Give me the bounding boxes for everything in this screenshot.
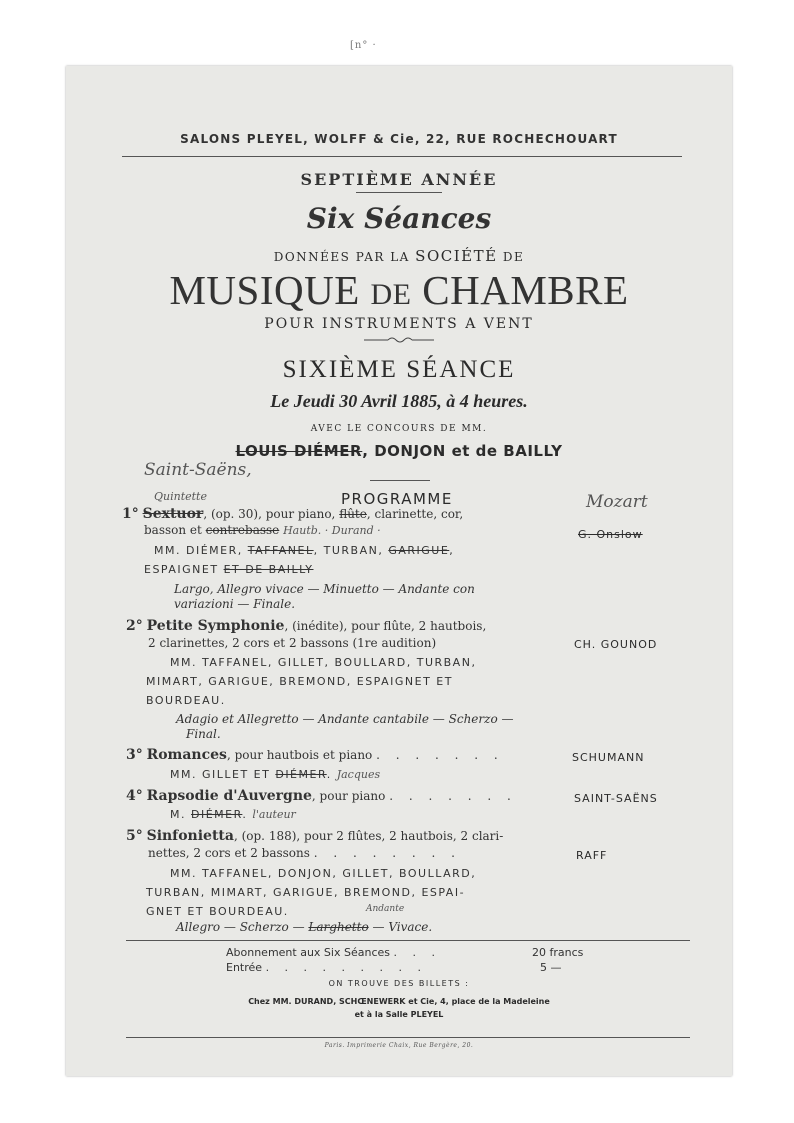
item1-players-a: MM. DIÉMER,: [154, 544, 243, 557]
item2-movements-2: Final.: [186, 727, 221, 741]
footer-rule-bottom: [126, 1037, 690, 1038]
entry-dots: . . . . . . . . .: [265, 961, 428, 974]
item1-line2-a: basson et: [144, 523, 202, 537]
entry-line: [226, 961, 427, 974]
series-title: Six Séances: [306, 202, 492, 235]
item4-line1: [126, 788, 517, 804]
item2-players-2: MIMART, GARIGUE, BREMOND, ESPAIGNET ET: [146, 675, 453, 688]
item1-line2: [144, 523, 381, 537]
item4-players: [170, 808, 296, 821]
header-rule: [122, 156, 682, 157]
handwritten-substitute: Saint-Saëns,: [144, 460, 252, 480]
item2-work: Petite Symphonie: [146, 618, 285, 634]
item3-line1-rest: , pour hautbois et piano: [226, 748, 373, 762]
item1-line2-struck: contrebasse: [205, 523, 280, 537]
item4-work: Rapsodie d'Auvergne: [146, 788, 312, 804]
item4-composer: SAINT-SAËNS: [574, 792, 658, 805]
item4-players-a: M.: [170, 808, 186, 821]
programme-sheet: [66, 66, 732, 1076]
item3-players: [170, 768, 380, 781]
item5-movements-a: Allegro — Scherzo —: [176, 920, 305, 934]
edition-title: SEPTIÈME ANNÉE: [300, 170, 498, 189]
item3-composer: SCHUMANN: [572, 751, 645, 764]
top-mark: [n° ·: [350, 40, 377, 51]
artists-line: [66, 442, 732, 460]
item1-line1-struck: flûte: [339, 507, 367, 521]
item2-line1-rest: , (inédite), pour flûte, 2 hautbois,: [284, 619, 487, 633]
item5-line1-rest: , (op. 188), pour 2 flûtes, 2 hautbois, 2 clari-: [233, 829, 504, 843]
seance-title: SIXIÈME SÉANCE: [282, 356, 516, 383]
item4-players-end: .: [242, 808, 248, 821]
entry-price: 5 —: [540, 961, 562, 974]
tickets-line2: et à la Salle PLEYEL: [354, 1010, 444, 1019]
item1-movements-2: variazioni — Finale.: [174, 597, 296, 611]
item1-players2-a: ESPAIGNET: [144, 563, 219, 576]
item3-work: Romances: [146, 747, 227, 763]
item5-composer: RAFF: [576, 849, 608, 862]
item2-number: 2°: [126, 618, 143, 634]
item5-movements-struck: Larghetto: [308, 920, 369, 934]
item1-players: [154, 544, 454, 557]
item4-players-struck: DIÉMER: [191, 808, 243, 821]
item1-line1-end: , clarinette, cor,: [366, 507, 464, 521]
item5-players-2: TURBAN, MIMART, GARIGUE, BREMOND, ESPAI-: [146, 886, 466, 899]
item3-players-struck: DIÉMER: [275, 768, 327, 781]
venue-header: SALONS PLEYEL, WOLFF & Cie, 22, RUE ROCHECHOUART: [180, 132, 618, 146]
item5-line2: [148, 846, 461, 860]
printer-line: Paris. Imprimerie Chaix, Rue Bergère, 20.: [324, 1042, 474, 1049]
given-prefix: DONNÉES PAR LA: [273, 250, 410, 264]
item5-line2-text: nettes, 2 cors et 2 bassons: [148, 846, 310, 860]
item1-movements-1: Largo, Allegro vivace — Minuetto — Andante con: [174, 582, 475, 596]
main-title: [66, 266, 732, 314]
item1-composer-hand: Mozart: [586, 492, 648, 512]
main-title-part1: MUSIQUE: [169, 267, 360, 313]
given-society: SOCIÉTÉ: [415, 247, 498, 265]
item2-composer: CH. GOUNOD: [574, 638, 658, 651]
item1-line1: [122, 506, 463, 522]
instruments-line: POUR INSTRUMENTS A VENT: [264, 316, 534, 332]
subscription-dots: . . .: [393, 946, 441, 959]
tickets-line1: Chez MM. DURAND, SCHŒNEWERK et Cie, 4, place de la Madeleine: [248, 997, 550, 1006]
item2-movements-1: Adagio et Allegretto — Andante cantabile — Scherzo —: [176, 712, 514, 726]
item1-work-struck: Sextuor: [142, 506, 204, 522]
entry-label: Entrée: [226, 961, 263, 974]
item1-hand-above: Quintette: [154, 490, 207, 503]
item5-work: Sinfonietta: [146, 828, 234, 844]
item1-players-struck1: TAFFANEL: [247, 544, 314, 557]
item1-players2: [144, 563, 313, 576]
concert-date: Le Jeudi 30 Avril 1885, à 4 heures.: [270, 391, 528, 411]
item3-number: 3°: [126, 747, 143, 763]
item2-line1: [126, 618, 486, 634]
item3-players-hand: Jacques: [336, 768, 381, 781]
item3-line1: [126, 747, 504, 763]
subscription-price: 20 francs: [532, 946, 584, 959]
concours-line: AVEC LE CONCOURS DE MM.: [310, 424, 488, 434]
item1-number: 1°: [122, 506, 139, 522]
item4-line1-rest: , pour piano: [311, 789, 386, 803]
item5-players-1: MM. TAFFANEL, DONJON, GILLET, BOULLARD,: [170, 867, 477, 880]
item1-composer-struck: G. Onslow: [578, 528, 643, 541]
item1-players-b: , TURBAN,: [313, 544, 384, 557]
item1-players-c: ,: [449, 544, 455, 557]
item4-players-hand: l'auteur: [252, 808, 296, 821]
item5-movements: [176, 920, 432, 934]
item5-number: 5°: [126, 828, 143, 844]
subscription-line: [226, 946, 441, 959]
ornament-divider-icon: [364, 336, 434, 344]
item3-dots: . . . . . . .: [376, 748, 504, 762]
subscription-label: Abonnement aux Six Séances: [226, 946, 390, 959]
item1-players-struck2: GARIGUE: [388, 544, 450, 557]
item1-players2-struck: ET DE BAILLY: [223, 563, 314, 576]
item2-players-1: MM. TAFFANEL, GILLET, BOULLARD, TURBAN,: [170, 656, 477, 669]
edition-rule: [356, 192, 442, 193]
item5-players-3: GNET ET BOURDEAU.: [146, 905, 289, 918]
given-suffix: DE: [502, 250, 525, 264]
artists-rest: , DONJON et de BAILLY: [362, 442, 563, 460]
item4-number: 4°: [126, 788, 143, 804]
item3-players-a: MM. GILLET ET: [170, 768, 271, 781]
item5-players-hand: Andante: [366, 904, 405, 914]
footer-rule-top: [126, 940, 690, 941]
item4-dots: . . . . . . .: [389, 789, 517, 803]
item3-players-end: .: [326, 768, 332, 781]
item1-line1-rest: , (op. 30), pour piano,: [203, 507, 336, 521]
main-title-part2: CHAMBRE: [422, 267, 629, 313]
artists-rule: [370, 480, 430, 481]
item5-movements-b: — Vivace.: [372, 920, 433, 934]
main-title-de: DE: [370, 278, 412, 311]
item2-line2: 2 clarinettes, 2 cors et 2 bassons (1re audition): [148, 636, 437, 650]
item5-dots: . . . . . . . .: [313, 846, 461, 860]
item1-line2-hand: Hautb. · Durand ·: [283, 524, 381, 537]
item2-players-3: BOURDEAU.: [146, 694, 226, 707]
programme-title: PROGRAMME: [341, 490, 453, 508]
artist-struck: LOUIS DIÉMER: [235, 442, 363, 460]
item5-line1: [126, 828, 503, 844]
given-by-line: [66, 247, 732, 265]
tickets-title: ON TROUVE DES BILLETS :: [328, 979, 470, 988]
